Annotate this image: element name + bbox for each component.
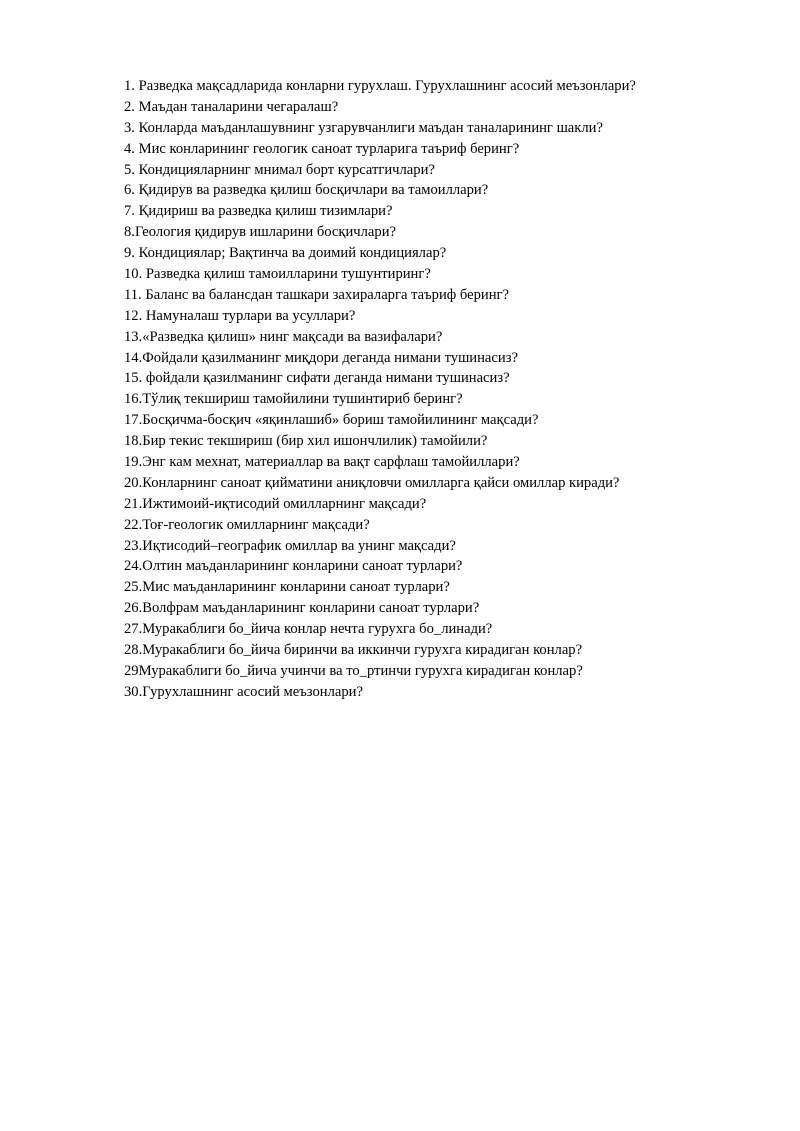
question-item: 28.Муракаблиги бо_йича биринчи ва иккинчи гурухга кирадиган конлар? — [124, 642, 583, 659]
question-item: 4. Мис конларининг геологик саноат турларига таъриф беринг? — [124, 140, 520, 157]
question-item: 6. Қидирув ва разведка қилиш босқичлари ва тамоиллари? — [124, 182, 489, 199]
question-item: 22.Тоғ-геологик омилларнинг мақсади? — [124, 516, 370, 533]
question-list — [124, 76, 764, 703]
question-item: 13.«Разведка қилиш» нинг мақсади ва вазифалари? — [124, 328, 443, 345]
question-item: 21.Ижтимоий-иқтисодий омилларнинг мақсади? — [124, 495, 427, 512]
question-item: 5. Кондицияларнинг мнимал борт курсатгичлари? — [124, 161, 435, 178]
question-item: 8.Геология қидирув ишларини босқичлари? — [124, 224, 396, 241]
question-item: 7. Қидириш ва разведка қилиш тизимлари? — [124, 203, 393, 220]
question-item: 20.Конларнинг саноат қийматини аниқловчи омилларга қайси омиллар киради? — [124, 474, 620, 491]
question-item: 12. Намуналаш турлари ва усуллари? — [124, 307, 356, 324]
question-item: 17.Босқичма-босқич «яқинлашиб» бориш тамойилининг мақсади? — [124, 412, 539, 429]
question-item: 14.Фойдали қазилманинг миқдори деганда нимани тушинасиз? — [124, 349, 518, 366]
question-item: 26.Волфрам маъданларининг конларини саноат турлари? — [124, 600, 480, 617]
question-item: 3. Конларда маъданлашувнинг узгарувчанлиги маъдан таналарининг шакли? — [124, 119, 603, 136]
question-item: 9. Кондициялар; Вақтинча ва доимий кондициялар? — [124, 245, 447, 262]
question-item: 11. Баланс ва балансдан ташкари захираларга таъриф беринг? — [124, 286, 509, 303]
question-item: 29Муракаблиги бо_йича учинчи ва то_ртинчи гурухга кирадиган конлар? — [124, 662, 583, 679]
question-item: 25.Мис маъданларининг конларини саноат турлари? — [124, 579, 450, 596]
question-item: 10. Разведка қилиш тамоилларини тушунтиринг? — [124, 266, 431, 283]
question-item: 27.Муракаблиги бо_йича конлар нечта гурухга бо_линади? — [124, 621, 493, 638]
question-item: 16.Тўлиқ текшириш тамойилини тушинтириб беринг? — [124, 391, 463, 408]
question-item: 15. фойдали қазилманинг сифати деганда нимани тушинасиз? — [124, 370, 510, 387]
question-item: 1. Разведка мақсадларида конларни гурухлаш. Гурухлашнинг асосий меъзонлари? — [124, 78, 636, 94]
question-item: 2. Маъдан таналарини чегаралаш? — [124, 98, 339, 115]
question-item: 23.Иқтисодий–географик омиллар ва унинг мақсади? — [124, 537, 456, 554]
question-item: 30.Гурухлашнинг асосий меъзонлари? — [124, 683, 363, 700]
question-item: 24.Олтин маъданларининг конларини саноат турлари? — [124, 558, 463, 575]
question-item: 19.Энг кам мехнат, материаллар ва вақт сарфлаш тамойиллари? — [124, 454, 520, 471]
question-item: 18.Бир текис текшириш (бир хил ишончлилик) тамойили? — [124, 433, 488, 450]
